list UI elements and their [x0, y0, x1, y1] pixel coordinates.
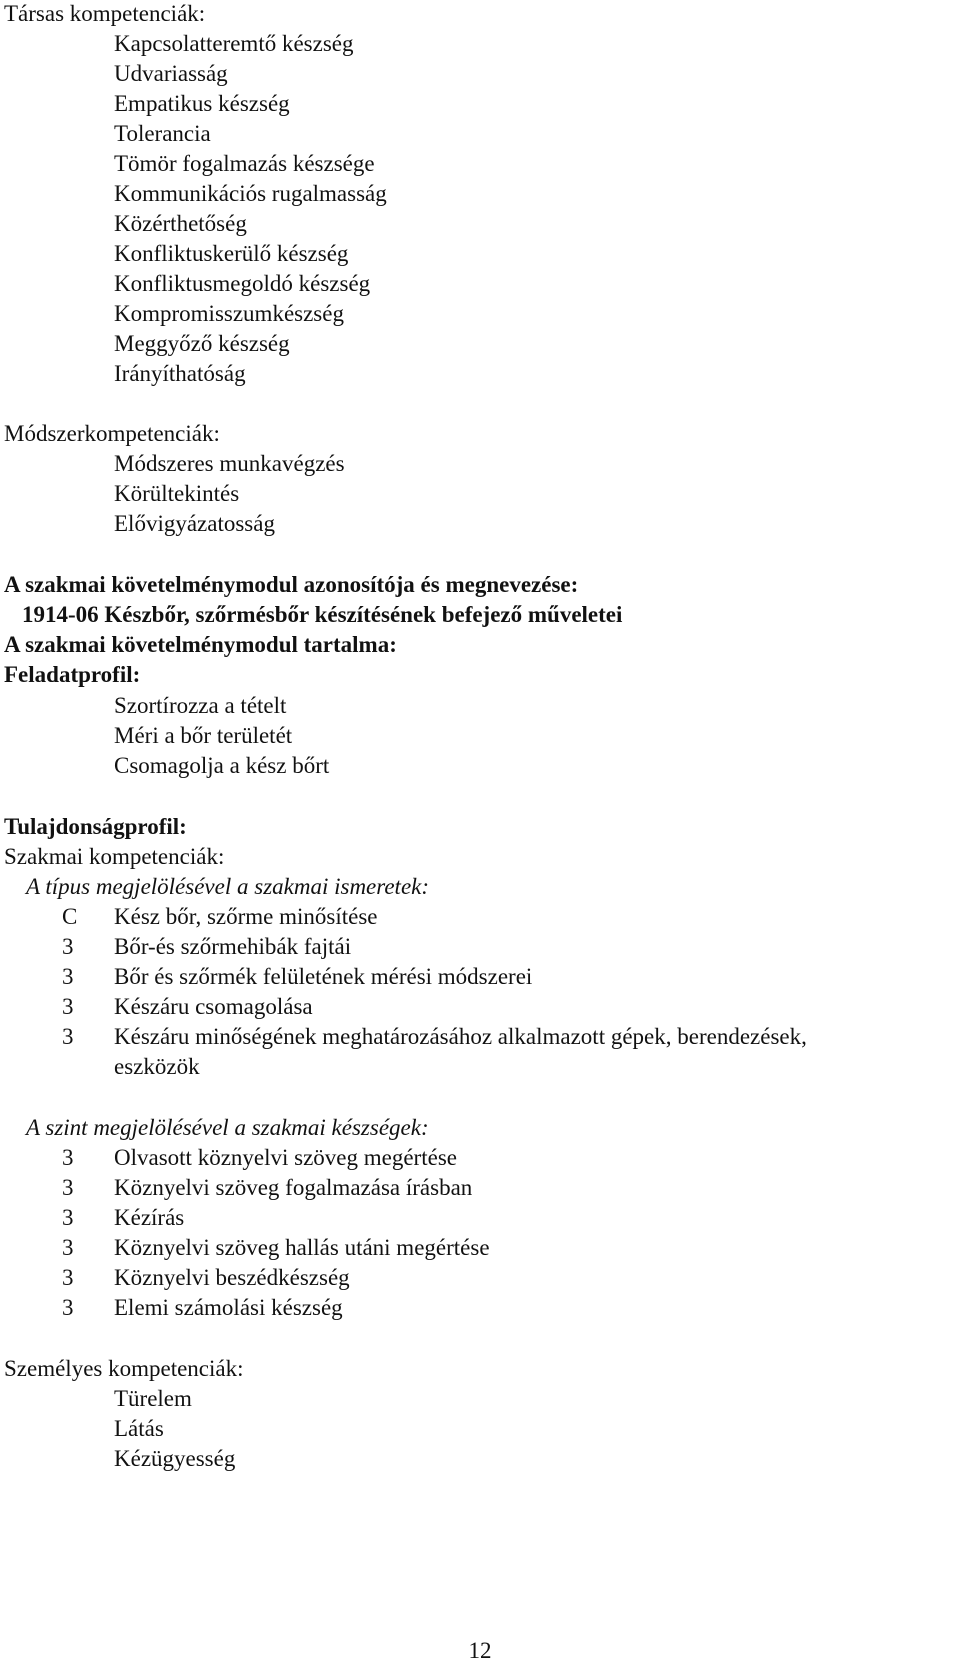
skill-text: Elemi számolási készség	[114, 1295, 343, 1320]
knowledge-text-continuation: eszközök	[114, 1054, 200, 1079]
social-item: Empatikus készség	[114, 91, 290, 116]
skill-code: 3	[62, 1175, 74, 1200]
skill-text: Köznyelvi szöveg fogalmazása írásban	[114, 1175, 473, 1200]
knowledge-item	[0, 993, 960, 1021]
knowledge-item	[0, 933, 960, 961]
knowledge-item	[0, 1023, 960, 1051]
task-item: Méri a bőr területét	[114, 723, 293, 748]
personal-item: Türelem	[114, 1386, 192, 1411]
personal-item: Látás	[114, 1416, 164, 1441]
knowledge-heading: A típus megjelölésével a szakmai ismeretek:	[26, 874, 430, 899]
knowledge-code: 3	[62, 934, 74, 959]
social-item: Közérthetőség	[114, 211, 247, 236]
property-profile-heading: Tulajdonságprofil:	[4, 814, 187, 839]
skill-item	[0, 1234, 960, 1262]
task-profile-heading: Feladatprofil:	[4, 662, 141, 687]
social-competencies-heading: Társas kompetenciák:	[4, 1, 206, 26]
knowledge-text: Bőr-és szőrmehibák fajtái	[114, 934, 352, 959]
skill-item	[0, 1174, 960, 1202]
personal-competencies-heading: Személyes kompetenciák:	[4, 1356, 244, 1381]
professional-competencies-heading: Szakmai kompetenciák:	[4, 844, 225, 869]
personal-item: Kézügyesség	[114, 1446, 236, 1471]
social-item: Kommunikációs rugalmasság	[114, 181, 387, 206]
module-id-value: 1914-06 Készbőr, szőrmésbőr készítésének befejező műveletei	[22, 602, 623, 627]
social-item: Kompromisszumkészség	[114, 301, 344, 326]
skill-item	[0, 1204, 960, 1232]
skill-item	[0, 1294, 960, 1322]
knowledge-text: Kész bőr, szőrme minősítése	[114, 904, 378, 929]
skill-code: 3	[62, 1235, 74, 1260]
knowledge-code: 3	[62, 994, 74, 1019]
method-item: Elővigyázatosság	[114, 511, 275, 536]
social-item: Tömör fogalmazás készsége	[114, 151, 375, 176]
module-content-heading: A szakmai követelménymodul tartalma:	[4, 632, 397, 657]
knowledge-code: C	[62, 904, 78, 929]
knowledge-item	[0, 963, 960, 991]
method-item: Módszeres munkavégzés	[114, 451, 345, 476]
knowledge-text: Készáru minőségének meghatározásához alkalmazott gépek, berendezések,	[114, 1024, 807, 1049]
social-item: Tolerancia	[114, 121, 211, 146]
method-item: Körültekintés	[114, 481, 240, 506]
knowledge-text: Bőr és szőrmék felületének mérési módszerei	[114, 964, 533, 989]
skill-item	[0, 1144, 960, 1172]
knowledge-code: 3	[62, 964, 74, 989]
social-item: Udvariasság	[114, 61, 228, 86]
knowledge-item	[0, 903, 960, 931]
knowledge-text: Készáru csomagolása	[114, 994, 313, 1019]
page-number: 12	[468, 1638, 492, 1663]
task-item: Szortírozza a tételt	[114, 693, 287, 718]
task-item: Csomagolja a kész bőrt	[114, 753, 330, 778]
skill-text: Kézírás	[114, 1205, 185, 1230]
social-item: Konfliktusmegoldó készség	[114, 271, 371, 296]
skill-code: 3	[62, 1205, 74, 1230]
skill-code: 3	[62, 1145, 74, 1170]
knowledge-code: 3	[62, 1024, 74, 1049]
social-item: Kapcsolatteremtő készség	[114, 31, 354, 56]
skill-code: 3	[62, 1295, 74, 1320]
social-item: Konfliktuskerülő készség	[114, 241, 349, 266]
skill-text: Köznyelvi beszédkészség	[114, 1265, 350, 1290]
skill-text: Olvasott köznyelvi szöveg megértése	[114, 1145, 457, 1170]
skill-code: 3	[62, 1265, 74, 1290]
skill-item	[0, 1264, 960, 1292]
social-item: Irányíthatóság	[114, 361, 246, 386]
social-item: Meggyőző készség	[114, 331, 290, 356]
skills-heading: A szint megjelölésével a szakmai készségek:	[26, 1115, 429, 1140]
skill-text: Köznyelvi szöveg hallás utáni megértése	[114, 1235, 490, 1260]
module-id-heading: A szakmai követelménymodul azonosítója és megnevezése:	[4, 572, 579, 597]
method-competencies-heading: Módszerkompetenciák:	[4, 421, 220, 446]
